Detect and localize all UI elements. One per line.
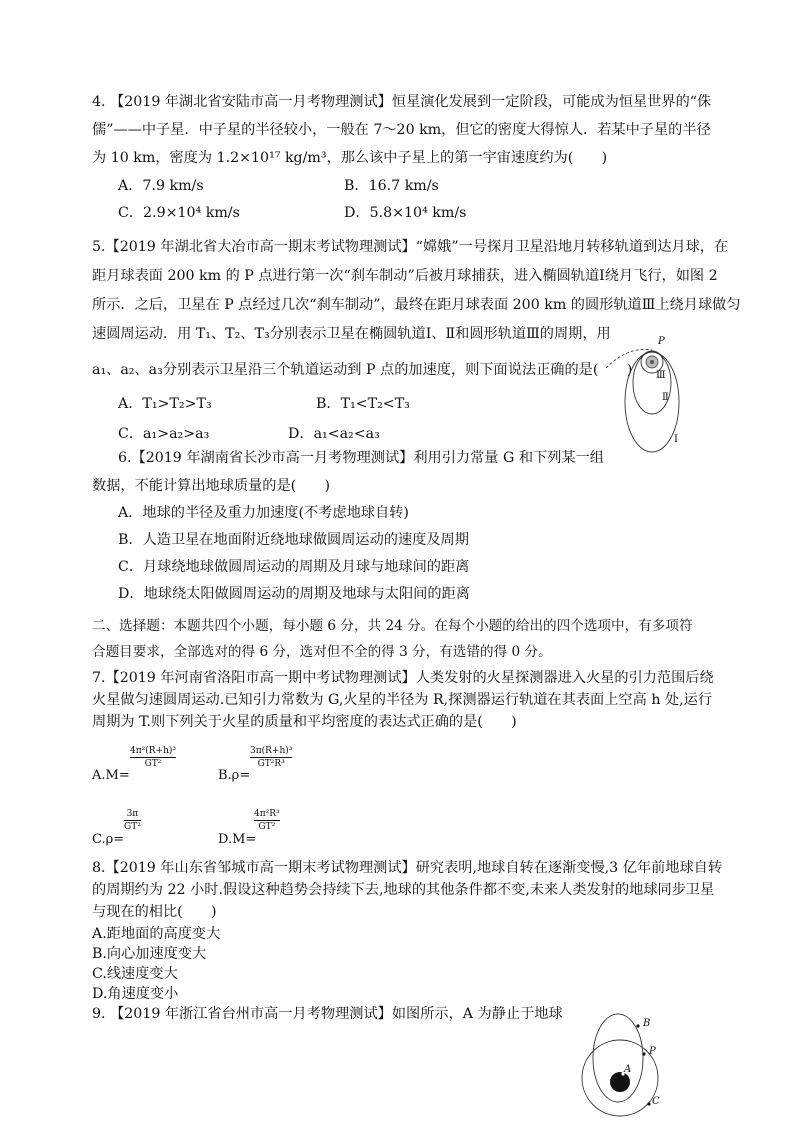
q7-option-a-denominator: GT² xyxy=(144,759,162,769)
q9-fig-label-c: C xyxy=(652,1096,660,1107)
q7-option-c-fraction xyxy=(124,809,141,832)
q5-fig-label-p: P xyxy=(658,336,665,347)
q7-option-d-numerator: 4π²R³ xyxy=(254,809,280,819)
q7-line-3: 周期为 T.则下列关于火星的质量和平均密度的表达式正确的是( ) xyxy=(92,714,517,730)
q4-option-a: A．7.9 km/s xyxy=(118,178,204,194)
q9-line-1: 9. 【2019 年浙江省台州市高一月考物理测试】如图所示，A 为静止于地球 xyxy=(92,1006,563,1022)
q7-option-c-denominator: GT² xyxy=(124,822,141,832)
q4-line-3: 为 10 km，密度为 1.2×10¹⁷ kg/m³，那么该中子星上的第一宇宙速度约为( ) xyxy=(92,150,608,166)
q5-option-c: C．a₁>a₂>a₃ xyxy=(118,426,210,442)
q8-line-1: 8.【2019 年山东省邹城市高一期末考试物理测试】研究表明,地球自转在逐渐变慢,3 亿年前地球自转 xyxy=(92,860,723,876)
q4-line-2: 儒”——中子星．中子星的半径较小，一般在 7～20 km，但它的密度大得惊人．若某中子星的半径 xyxy=(92,122,711,138)
q5-line-4: 速圆周运动．用 T₁、T₂、T₃分别表示卫星在椭圆轨道Ⅰ、Ⅱ和圆形轨道Ⅲ的周期，用 xyxy=(92,326,611,342)
q5-line-5: a₁、a₂、a₃分别表示卫星沿三个轨道运动到 P 点的加速度，则下面说法正确的是( ) xyxy=(92,362,633,378)
q6-line-1: 6.【2019 年湖南省长沙市高一月考物理测试】利用引力常量 G 和下列某一组 xyxy=(118,450,604,466)
q9-fig-label-p: P xyxy=(649,1046,656,1057)
q5-option-a: A．T₁>T₂>T₃ xyxy=(118,396,212,412)
q5-orbit-figure xyxy=(598,332,698,462)
q9-fig-label-b: B xyxy=(643,1018,651,1029)
q7-option-b-label: B.ρ= xyxy=(218,768,251,783)
q4-line-1: 4. 【2019 年湖北省安陆市高一月考物理测试】恒星演化发展到一定阶段，可能成为恒星世界的“侏 xyxy=(92,94,712,110)
q9-fig-label-a: A xyxy=(624,1064,632,1075)
q6-option-c: C．月球绕地球做圆周运动的周期及月球与地球间的距离 xyxy=(118,559,470,575)
q6-option-d: D．地球绕太阳做圆周运动的周期及地球与太阳间的距离 xyxy=(118,586,470,602)
q5-fig-label-iii: Ⅲ xyxy=(656,370,666,381)
q4-option-c: C．2.9×10⁴ km/s xyxy=(118,205,240,221)
q8-option-a: A.距地面的高度变大 xyxy=(92,926,221,942)
q4-option-b: B．16.7 km/s xyxy=(344,178,439,194)
point-b-dot xyxy=(636,1024,639,1027)
moon-center-dot xyxy=(650,360,654,364)
q6-option-b: B．人造卫星在地面附近绕地球做圆周运动的速度及周期 xyxy=(118,532,469,548)
q7-option-d-label: D.M= xyxy=(218,832,257,847)
q7-line-1: 7.【2019 年河南省洛阳市高一期中考试物理测试】人类发射的火星探测器进入火星的引力范围后绕 xyxy=(92,670,714,686)
q7-option-d-denominator: GT² xyxy=(258,822,276,832)
q7-option-c-numerator: 3π xyxy=(126,809,139,819)
q7-line-2: 火星做匀速圆周运动.已知引力常数为 G,火星的半径为 R,探测器运行轨道在其表面上空高 h 处,运行 xyxy=(92,692,713,708)
earth-icon xyxy=(610,1072,630,1092)
q8-line-2: 的周期约为 22 小时.假设这种趋势会持续下去,地球的其他条件都不变,未来人类发射的地球同步卫星 xyxy=(92,882,715,898)
q5-line-2: 距月球表面 200 km 的 P 点进行第一次“刹车制动”后被月球捕获，进入椭圆轨道Ⅰ绕月飞行，如图 2 xyxy=(92,268,718,284)
q5-option-b: B．T₁<T₂<T₃ xyxy=(316,396,410,412)
section-2-heading-line-2: 合题目要求，全部选对的得 6 分，选对但不全的得 3 分，有选错的得 0 分。 xyxy=(92,644,552,660)
q4-option-d: D．5.8×10⁴ km/s xyxy=(344,205,467,221)
q8-line-3: 与现在的相比( ) xyxy=(92,904,217,920)
transfer-orbit-path xyxy=(606,349,652,368)
q5-fig-label-i: Ⅰ xyxy=(674,434,678,445)
q8-option-b: B.向心加速度变大 xyxy=(92,946,207,962)
q8-option-d: D.角速度变小 xyxy=(92,986,179,1002)
q5-fig-label-ii: Ⅱ xyxy=(662,392,669,403)
q7-option-b-fraction xyxy=(250,746,292,769)
point-c-dot xyxy=(647,1102,650,1105)
q7-option-b-numerator: 3π(R+h)³ xyxy=(250,746,293,756)
q6-line-2: 数据，不能计算出地球质量的是( ) xyxy=(92,478,331,494)
point-p-dot xyxy=(642,1052,645,1055)
q6-option-a: A．地球的半径及重力加速度(不考虑地球自转) xyxy=(118,505,409,521)
q5-line-3: 所示．之后，卫星在 P 点经过几次“刹车制动”，最终在距月球表面 200 km 的圆形轨道Ⅲ上绕月球做匀 xyxy=(92,297,741,313)
q7-option-d-fraction xyxy=(254,809,280,832)
q5-option-d: D．a₁<a₂<a₃ xyxy=(288,426,380,442)
q7-option-b-denominator: GT²R³ xyxy=(257,759,285,769)
q7-option-a-label: A.M= xyxy=(92,768,130,783)
q7-option-a-numerator: 4π²(R+h)³ xyxy=(130,746,176,756)
q5-line-1: 5.【2019 年湖北省大冶市高一期末考试物理测试】“嫦娥”一号探月卫星沿地月转移轨道到达月球，在 xyxy=(92,239,729,255)
q7-option-a-fraction xyxy=(130,746,176,769)
section-2-heading-line-1: 二、选择题：本题共四个小题，每小题 6 分，共 24 分。在每个小题的给出的四个选项中，有多项符 xyxy=(92,618,693,634)
q8-option-c: C.线速度变大 xyxy=(92,966,178,982)
q7-option-c-label: C.ρ= xyxy=(92,832,125,847)
